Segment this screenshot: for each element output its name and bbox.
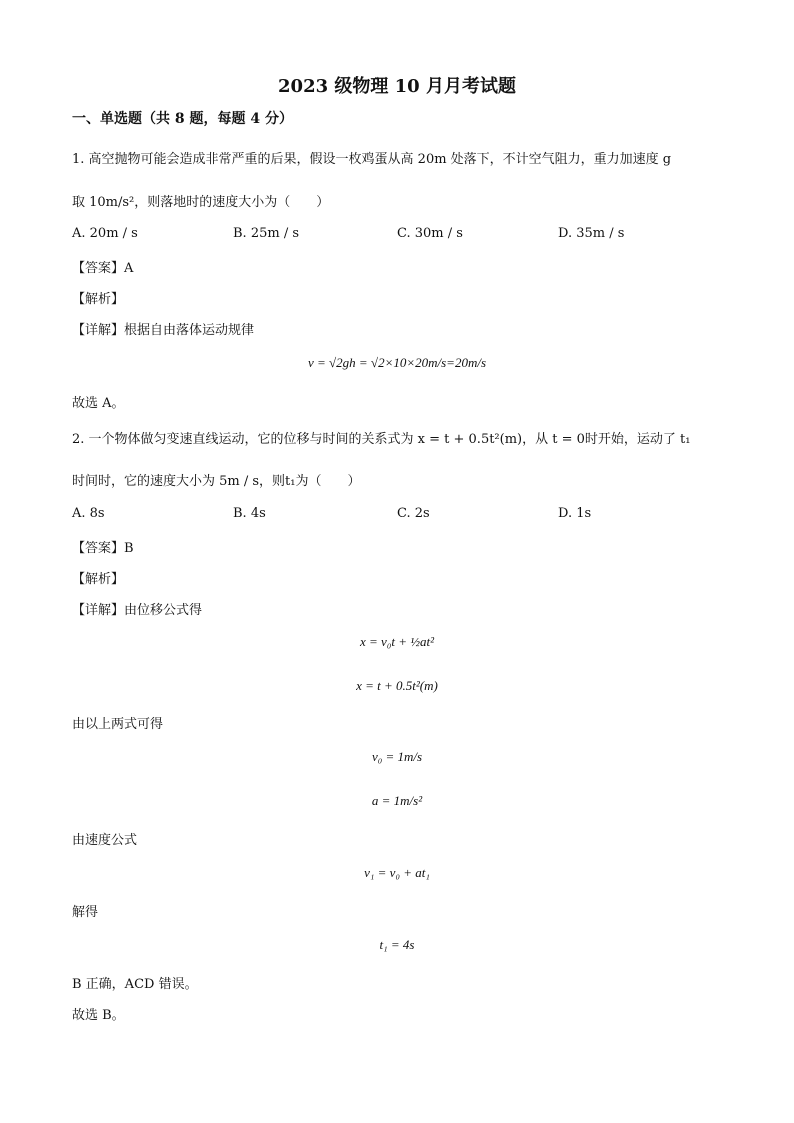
- q2-option-b[interactable]: B. 4s: [233, 506, 266, 521]
- q2-option-c[interactable]: C. 2s: [397, 506, 430, 521]
- q2-conclusion: 故选 B。: [72, 1008, 125, 1023]
- q1-stem-line1: 1. 高空抛物可能会造成非常严重的后果，假设一枚鸡蛋从高 20m 处落下，不计空气阻力，重力加速度 g: [72, 152, 672, 167]
- q2-equation-1: x = v₀t + ½at²: [360, 634, 434, 649]
- q1-stem-line2: 取 10m/s²，则落地时的速度大小为（ ）: [72, 195, 330, 210]
- q2-equation-5: v₁ = v₀ + at₁: [364, 865, 430, 880]
- q2-stem-line1: 2. 一个物体做匀变速直线运动，它的位移与时间的关系式为 x = t + 0.5t²(m)，从 t = 0时开始，运动了 t₁: [72, 432, 691, 447]
- q1-option-b[interactable]: B. 25m / s: [233, 226, 300, 241]
- q2-answer: 【答案】B: [72, 541, 134, 556]
- q2-equation-6: t₁ = 4s: [379, 937, 415, 952]
- q1-equation: v = √2gh = √2×10×20m/s=20m/s: [307, 355, 487, 370]
- q2-stem-line2: 时间时，它的速度大小为 5m / s，则t₁为（ ）: [72, 474, 361, 489]
- q2-text-4: B 正确，ACD 错误。: [72, 977, 198, 992]
- q2-detail: 【详解】由位移公式得: [72, 603, 203, 618]
- q1-option-a[interactable]: A. 20m / s: [72, 226, 138, 241]
- q1-options: [72, 226, 722, 244]
- q2-equation-2: x = t + 0.5t²(m): [356, 678, 438, 693]
- q2-options: [72, 506, 722, 524]
- q1-conclusion: 故选 A。: [72, 396, 125, 411]
- q2-option-a[interactable]: A. 8s: [72, 506, 105, 521]
- q2-text-2: 由速度公式: [72, 833, 138, 848]
- q2-analysis-label: 【解析】: [72, 572, 125, 587]
- q2-equation-3: v₀ = 1m/s: [371, 749, 423, 764]
- q2-text-3: 解得: [72, 905, 99, 920]
- page-title: 2023 级物理 10 月月考试题: [278, 76, 516, 97]
- q2-equation-4: a = 1m/s²: [371, 793, 423, 808]
- q1-detail: 【详解】根据自由落体运动规律: [72, 323, 255, 338]
- section-heading: 一、单选题（共 8 题，每题 4 分）: [72, 111, 293, 127]
- q1-analysis-label: 【解析】: [72, 292, 125, 307]
- q1-answer: 【答案】A: [72, 261, 134, 276]
- q1-option-c[interactable]: C. 30m / s: [397, 226, 463, 241]
- q2-text-1: 由以上两式可得: [72, 717, 164, 732]
- q2-option-d[interactable]: D. 1s: [558, 506, 592, 521]
- q1-option-d[interactable]: D. 35m / s: [558, 226, 625, 241]
